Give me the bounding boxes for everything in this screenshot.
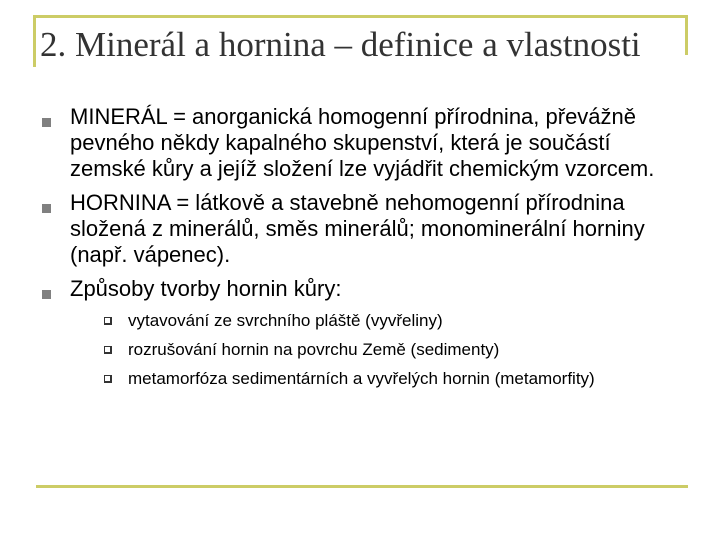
- bottom-rule: [36, 485, 688, 488]
- mineral-definition: MINERÁL = anorganická homogenní přírodnina, převážně pevného někdy kapalného skupenství, která je součástí zemské kůry a jejíž složení lze vyjádřit chemickým vzorcem.: [70, 104, 655, 181]
- bullet-list: [40, 104, 690, 398]
- sub-list-item: [100, 339, 690, 361]
- slide-title: 2. Minerál a hornina – definice a vlastnosti: [40, 25, 641, 64]
- sub-list-item: [100, 368, 690, 390]
- sub-item-text: vytavování ze svrchního pláště (vyvřeliny): [128, 311, 443, 330]
- square-bullet-icon: [42, 118, 51, 127]
- square-bullet-icon: [42, 290, 51, 299]
- right-rule: [685, 15, 688, 55]
- rock-definition: HORNINA = látkově a stavebně nehomogenní přírodnina složená z minerálů, směs minerálů; monominerální horniny (např. vápenec).: [70, 190, 645, 267]
- list-item: [40, 276, 690, 390]
- box-bullet-icon: [104, 375, 112, 383]
- sub-item-text: rozrušování hornin na povrchu Země (sedimenty): [128, 340, 500, 359]
- rock-formation-heading: Způsoby tvorby hornin kůry:: [70, 276, 342, 301]
- sub-bullet-list: [70, 310, 690, 390]
- sub-item-text: metamorfóza sedimentárních a vyvřelých hornin (metamorfity): [128, 369, 595, 388]
- left-rule: [33, 15, 36, 67]
- box-bullet-icon: [104, 346, 112, 354]
- square-bullet-icon: [42, 204, 51, 213]
- list-item: [40, 104, 690, 182]
- top-rule: [34, 15, 688, 18]
- list-item: [40, 190, 690, 268]
- sub-list-item: [100, 310, 690, 332]
- box-bullet-icon: [104, 317, 112, 325]
